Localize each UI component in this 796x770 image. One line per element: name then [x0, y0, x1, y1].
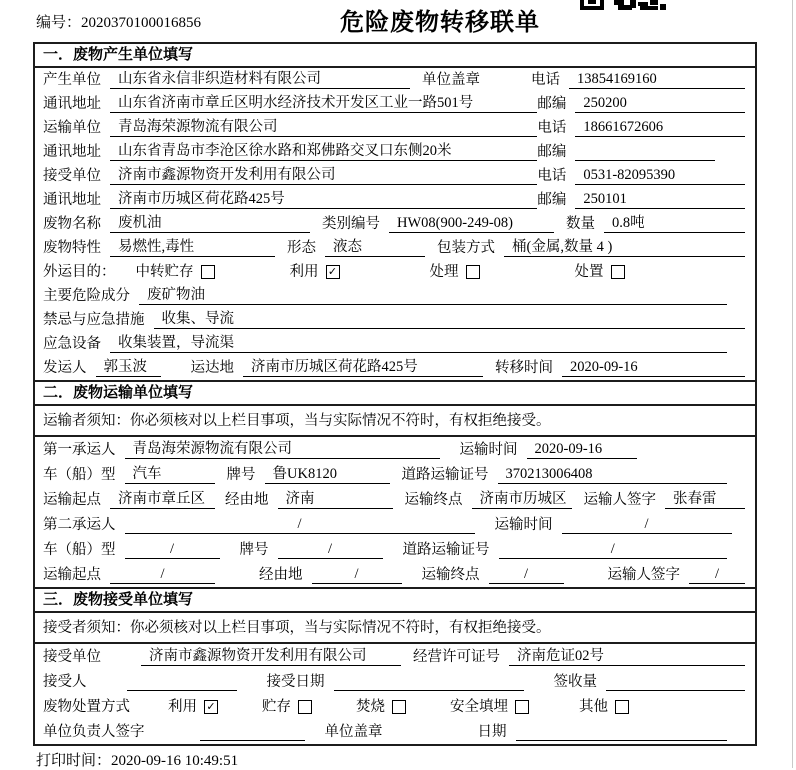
transport-time-label: 运输时间	[459, 442, 518, 458]
measures-label: 禁忌与应急措施	[43, 312, 145, 328]
section2-header: 二．废物运输单位填写	[35, 380, 755, 406]
route-start-label: 运输起点	[43, 567, 101, 583]
unit-seal-label: 单位盖章	[324, 724, 383, 740]
disposal-option-landfill	[450, 698, 529, 716]
purpose-option-treat	[430, 263, 480, 281]
row-responsible-sign	[35, 719, 755, 744]
second-carrier-value: /	[125, 515, 475, 534]
quantity-value: 0.8吨	[604, 214, 745, 233]
transfer-time-label: 转移时间	[495, 360, 553, 376]
route-via-value: /	[312, 565, 402, 584]
row-emergency-measures	[35, 308, 755, 332]
phone-value: 0531-82095390	[575, 166, 745, 185]
address-label: 通讯地址	[43, 144, 101, 160]
destination-value: 济南市历城区荷花路425号	[243, 358, 483, 377]
row-receive-unit	[35, 644, 755, 669]
row-waste-name	[35, 212, 755, 236]
address-label: 通讯地址	[43, 192, 101, 208]
checkbox-unchecked-icon	[201, 265, 215, 279]
phone-zone	[531, 70, 745, 89]
row-hazard-component	[35, 284, 755, 308]
route-end-label: 运输终点	[404, 492, 463, 508]
category-code-value: HW08(900-249-08)	[389, 214, 554, 233]
zip-value: 250101	[575, 190, 745, 209]
carrier-notice: 运输者须知：你必须核对以上栏目事项，当与实际情况不符时，有权拒绝接受。	[35, 406, 755, 437]
responsible-sign-value	[200, 723, 305, 741]
phone-label: 电话	[537, 168, 567, 184]
qr-code-fragment-icon	[578, 0, 666, 11]
route-end-label: 运输终点	[421, 567, 480, 583]
serial-number: 2020370100016856	[81, 15, 202, 31]
purpose-option-utilize	[290, 263, 340, 281]
print-time-value: 2020-09-16 10:49:51	[111, 753, 239, 769]
zip-zone	[537, 94, 745, 113]
row-producer-address	[35, 92, 755, 116]
receiver-label: 接受单位	[43, 168, 101, 184]
purpose-option-dispose	[575, 263, 625, 281]
second-carrier-label: 第二承运人	[43, 517, 116, 533]
carrier-sign-label: 运输人签字	[583, 492, 656, 508]
category-code-label: 类别编号	[322, 216, 380, 232]
option-label: 其他	[579, 699, 608, 715]
row-receiver-address	[35, 188, 755, 212]
page-title: 危险废物转移联单	[340, 10, 540, 36]
disposal-method-label: 废物处置方式	[43, 699, 130, 715]
phone-label: 电话	[531, 72, 560, 88]
scan-edge-line	[792, 0, 793, 768]
quantity-label: 数量	[566, 216, 595, 232]
checkbox-checked-icon: ✓	[326, 265, 340, 279]
receive-unit-value: 济南市鑫源物资开发利用有限公司	[141, 647, 401, 666]
received-amount-label: 签收量	[553, 674, 597, 690]
checkbox-checked-icon: ✓	[204, 700, 218, 714]
address-value: 山东省济南市章丘区明水经济技术开发区工业一路501号	[110, 94, 537, 113]
option-label: 安全填埋	[450, 699, 508, 715]
route-end-value: /	[489, 565, 564, 584]
vehicle-type-value: /	[125, 540, 220, 559]
transporter-value: 青岛海荣源物流有限公司	[110, 118, 537, 137]
received-amount-value	[606, 673, 745, 691]
row-route-1	[35, 487, 755, 512]
license-value: 济南危证02号	[509, 647, 745, 666]
address-value: 山东省青岛市李沧区徐水路和郑佛路交叉口东侧20米	[110, 142, 537, 161]
hazard-label: 主要危险成分	[43, 288, 130, 304]
plate-value: 鲁UK8120	[265, 465, 390, 484]
form-value: 液态	[325, 238, 425, 257]
address-value: 济南市历城区荷花路425号	[110, 190, 537, 209]
purpose-label: 外运目的：	[43, 264, 116, 280]
checkbox-unchecked-icon	[611, 265, 625, 279]
first-carrier-label: 第一承运人	[43, 442, 116, 458]
section3-header: 三．废物接受单位填写	[35, 587, 755, 613]
carrier-sign-value: 张春雷	[665, 490, 745, 509]
disposal-option-other	[579, 698, 629, 716]
zip-label: 邮编	[537, 192, 567, 208]
road-permit-label: 道路运输证号	[402, 542, 490, 558]
checkbox-unchecked-icon	[615, 700, 629, 714]
zip-label: 邮编	[537, 144, 567, 160]
measures-value: 收集、导流	[154, 310, 746, 329]
option-label: 处理	[429, 264, 459, 280]
row-second-carrier	[35, 512, 755, 537]
equipment-label: 应急设备	[43, 336, 101, 352]
destination-label: 运达地	[190, 360, 234, 376]
option-label: 利用	[289, 264, 319, 280]
transfer-form-table	[33, 42, 757, 746]
plate-label: 牌号	[239, 542, 269, 558]
option-label: 中转贮存	[135, 264, 194, 280]
zip-zone	[537, 143, 745, 161]
producer-label: 产生单位	[43, 72, 101, 88]
row-emergency-equipment	[35, 332, 755, 356]
option-label: 贮存	[262, 699, 291, 715]
plate-value: /	[278, 540, 383, 559]
road-permit-value: 370213006408	[498, 465, 728, 484]
print-time-label: 打印时间：	[36, 753, 112, 769]
packing-label: 包装方式	[437, 240, 495, 256]
route-via-label: 经由地	[259, 567, 303, 583]
row-consignor	[35, 356, 755, 380]
transport-time-label: 运输时间	[494, 517, 553, 533]
consignor-value: 郭玉波	[96, 358, 161, 377]
section1-header: 一．废物产生单位填写	[35, 44, 755, 68]
row-transporter	[35, 116, 755, 140]
vehicle-type-label: 车（船）型	[43, 542, 116, 558]
receive-date-value	[334, 673, 524, 691]
road-permit-label: 道路运输证号	[401, 467, 489, 483]
packing-value: 桶(金属,数量 4 )	[504, 238, 745, 257]
receive-person-label: 接受人	[43, 674, 87, 690]
route-via-value: 济南	[278, 490, 393, 509]
purpose-option-storage	[136, 263, 215, 281]
license-label: 经营许可证号	[413, 649, 500, 665]
vehicle-type-label: 车（船）型	[43, 467, 116, 483]
transfer-time-value: 2020-09-16	[562, 358, 745, 377]
route-end-value: 济南市历城区	[472, 490, 572, 509]
option-label: 利用	[168, 699, 197, 715]
row-transfer-purpose	[35, 260, 755, 284]
option-label: 焚烧	[356, 699, 385, 715]
receive-unit-label: 接受单位	[43, 649, 101, 665]
waste-name-value: 废机油	[110, 214, 310, 233]
phone-zone	[537, 166, 745, 185]
row-receive-person	[35, 669, 755, 694]
route-start-value: /	[110, 565, 215, 584]
print-time-line	[36, 749, 238, 770]
address-label: 通讯地址	[43, 96, 101, 112]
zip-value: 250200	[575, 94, 745, 113]
waste-character-label: 废物特性	[43, 240, 101, 256]
phone-label: 电话	[537, 120, 567, 136]
unit-seal-label: 单位盖章	[422, 72, 480, 88]
equipment-value: 收集装置，导流渠	[110, 334, 727, 353]
responsible-sign-label: 单位负责人签字	[43, 724, 145, 740]
route-start-value: 济南市章丘区	[110, 490, 215, 509]
transport-time-value: 2020-09-16	[527, 440, 637, 459]
row-receiver	[35, 164, 755, 188]
transporter-label: 运输单位	[43, 120, 101, 136]
zip-value-empty	[575, 143, 715, 161]
zip-zone	[537, 190, 745, 209]
route-start-label: 运输起点	[43, 492, 101, 508]
option-label: 处置	[574, 264, 604, 280]
row-waste-character	[35, 236, 755, 260]
phone-value: 13854169160	[569, 70, 745, 89]
disposal-option-utilize	[168, 698, 218, 716]
vehicle-type-value: 汽车	[125, 465, 215, 484]
checkbox-unchecked-icon	[298, 700, 312, 714]
plate-label: 牌号	[226, 467, 256, 483]
receiver-value: 济南市鑫源物资开发利用有限公司	[110, 166, 537, 185]
row-route-2	[35, 562, 755, 587]
row-first-carrier	[35, 437, 755, 462]
carrier-sign-label: 运输人签字	[607, 567, 680, 583]
checkbox-unchecked-icon	[515, 700, 529, 714]
row-disposal-method	[35, 694, 755, 719]
row-vehicle-2	[35, 537, 755, 562]
checkbox-unchecked-icon	[392, 700, 406, 714]
road-permit-value: /	[499, 540, 728, 559]
date-value	[516, 723, 728, 741]
consignor-label: 发运人	[43, 360, 87, 376]
row-producer	[35, 68, 755, 92]
disposal-option-store	[262, 698, 312, 716]
form-label: 形态	[287, 240, 316, 256]
receive-date-label: 接受日期	[266, 674, 325, 690]
phone-value: 18661672606	[575, 118, 745, 137]
receive-person-value	[127, 673, 237, 691]
receiver-notice: 接受者须知：你必须核对以上栏目事项，当与实际情况不符时，有权拒绝接受。	[35, 613, 755, 644]
transport-time-value: /	[562, 515, 732, 534]
checkbox-unchecked-icon	[466, 265, 480, 279]
waste-name-label: 废物名称	[43, 216, 101, 232]
carrier-sign-value: /	[689, 565, 745, 584]
first-carrier-value: 青岛海荣源物流有限公司	[125, 440, 440, 459]
row-transporter-address	[35, 140, 755, 164]
route-via-label: 经由地	[225, 492, 269, 508]
zip-label: 邮编	[537, 96, 567, 112]
row-vehicle-1	[35, 462, 755, 487]
serial-label: 编号：	[36, 15, 82, 31]
producer-value: 山东省永信非织造材料有限公司	[110, 70, 410, 89]
date-label: 日期	[477, 724, 507, 740]
phone-zone	[537, 118, 745, 137]
hazard-value: 废矿物油	[139, 286, 727, 305]
disposal-option-incinerate	[356, 698, 406, 716]
waste-character-value: 易燃性,毒性	[110, 238, 275, 257]
